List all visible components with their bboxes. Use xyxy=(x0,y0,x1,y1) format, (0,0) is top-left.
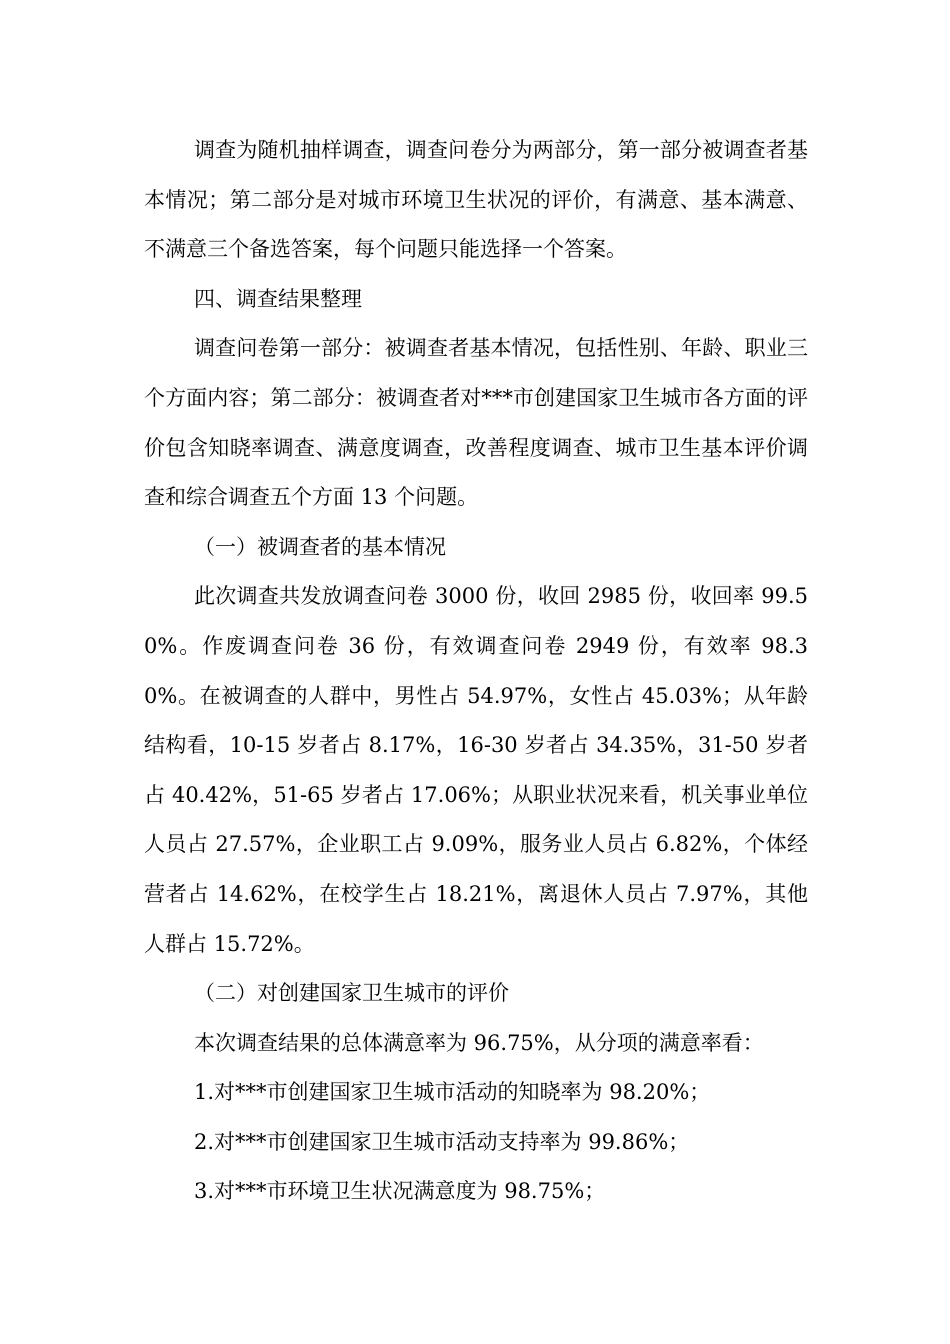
paragraph-overall-satisfaction: 本次调查结果的总体满意率为 96.75%，从分项的满意率看： xyxy=(194,1030,764,1055)
section-heading-results: 四、调查结果整理 xyxy=(194,286,362,311)
paragraph-survey-method: 调查为随机抽样调查，调查问卷分为两部分，第一部分被调查者基本情况；第二部分是对城市环境卫生状况的评价，有满意、基本满意、不满意三个备选答案，每个问题只能选择一个答案。 xyxy=(144,138,808,262)
list-item-support: 2.对***市创建国家卫生城市活动支持率为 99.86%； xyxy=(194,1129,690,1154)
paragraph-questionnaire-parts: 调查问卷第一部分：被调查者基本情况，包括性别、年龄、职业三个方面内容；第二部分：被调查者对***市创建国家卫生城市各方面的评价包含知晓率调查、满意度调查，改善程度调查、城市卫生基本评价调查和综合调查五个方面 13 个问题。 xyxy=(144,336,808,510)
paragraph-basic-stats: 此次调查共发放调查问卷 3000 份，收回 2985 份，收回率 99.50%。作废调查问卷 36 份，有效调查问卷 2949 份，有效率 98.30%。在被调查的人群中，男性占 54.97%，女性占 45.03%；从年龄结构看，10-15 岁者占 8.17%，16-30 岁者占 34.35%，31-50 岁者占 40.42%，51-65 岁者占 17.06%；从职业状况来看，机关事业单位人员占 27.57%，企业职工占 9.09%，服务业人员占 6.82%，个体经营者占 14.62%，在校学生占 18.21%，离退休人员占 7.97%，其他人群占 15.72%。 xyxy=(144,584,808,956)
document-page xyxy=(144,126,808,1217)
subheading-basic-info: （一）被调查者的基本情况 xyxy=(194,534,446,559)
subheading-evaluation: （二）对创建国家卫生城市的评价 xyxy=(194,981,509,1006)
list-item-awareness: 1.对***市创建国家卫生城市活动的知晓率为 98.20%； xyxy=(194,1080,711,1105)
list-item-environment: 3.对***市环境卫生状况满意度为 98.75%； xyxy=(194,1179,606,1204)
